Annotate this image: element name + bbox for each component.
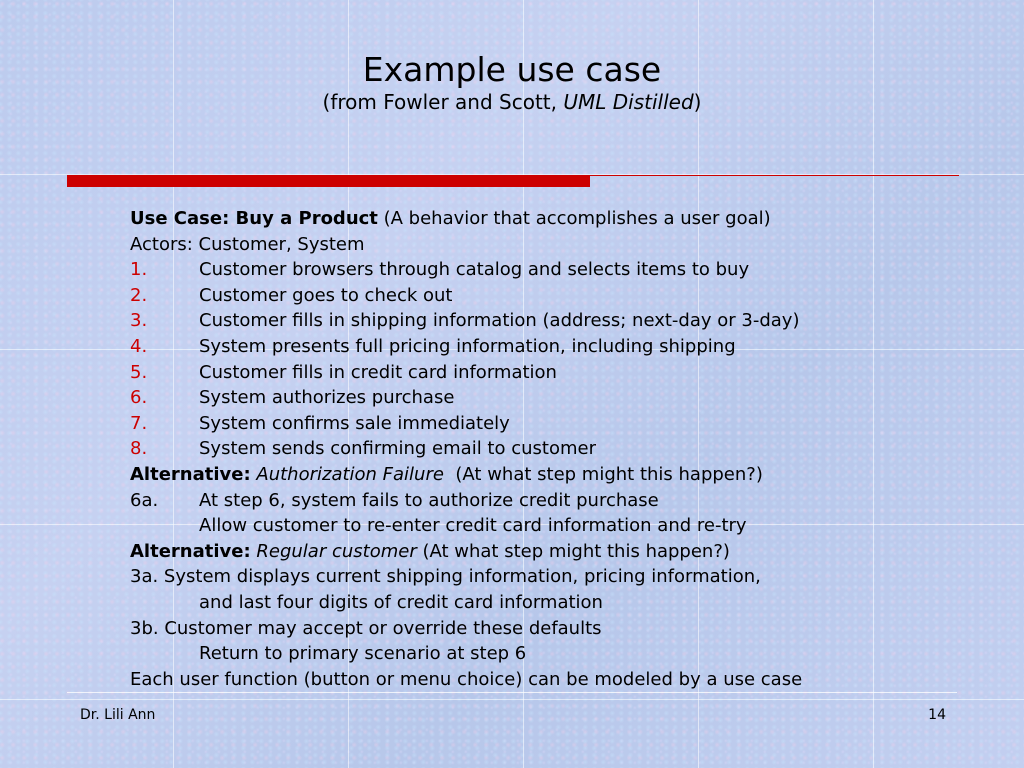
step-3 <box>130 308 990 334</box>
step-text: Customer fills in shipping information (address; next-day or 3-day) <box>199 310 800 332</box>
alternative-2-step-a: 3a. System displays current shipping information, pricing information, <box>130 566 761 588</box>
step-number: 1. <box>130 259 148 281</box>
actors-line: Actors: Customer, System <box>130 233 365 255</box>
step-number: 8. <box>130 438 148 460</box>
use-case-body <box>130 206 990 692</box>
step-number: 6. <box>130 387 148 409</box>
step-7 <box>130 411 990 437</box>
step-4 <box>130 334 990 360</box>
subtitle-suffix: ) <box>693 90 702 114</box>
subtitle-prefix: (from Fowler and Scott, <box>322 90 564 114</box>
slide-subtitle <box>0 90 1024 114</box>
step-6 <box>130 385 990 411</box>
step-number: 2. <box>130 284 148 306</box>
alternative-1-heading <box>130 462 990 488</box>
alternative-question: (At what step might this happen?) <box>443 463 763 485</box>
slide-title: Example use case <box>362 50 662 89</box>
step-number: 7. <box>130 412 148 434</box>
alternative-question: (At what step might this happen?) <box>416 540 730 562</box>
alt-step-number: 6a. <box>130 489 159 511</box>
alternative-2-heading <box>130 539 990 565</box>
footer-rule <box>67 692 957 693</box>
alternative-2-step-b: 3b. Customer may accept or override these defaults <box>130 617 602 639</box>
alternative-name: Regular customer <box>250 540 417 562</box>
alternative-2-step-a-continuation: and last four digits of credit card information <box>199 591 603 613</box>
closing-line: Each user function (button or menu choice) can be modeled by a use case <box>130 668 803 690</box>
step-text: Customer fills in credit card information <box>199 361 557 383</box>
step-number: 3. <box>130 310 148 332</box>
step-text: System confirms sale immediately <box>199 412 510 434</box>
alternative-label: Alternative: <box>130 540 251 562</box>
alternative-label: Alternative: <box>130 463 251 485</box>
title-rule-thin <box>590 175 959 176</box>
alt-step-text: At step 6, system fails to authorize credit purchase <box>199 489 659 511</box>
title-rule-thick <box>67 175 590 187</box>
use-case-heading <box>130 206 990 232</box>
step-5 <box>130 360 990 386</box>
alternative-1-step <box>130 488 990 514</box>
step-text: System sends confirming email to customer <box>199 438 596 460</box>
use-case-heading-bold: Use Case: Buy a Product <box>130 208 378 229</box>
step-text: Customer goes to check out <box>199 284 453 306</box>
step-text: System authorizes purchase <box>199 387 455 409</box>
step-text: System presents full pricing information, including shipping <box>199 335 736 357</box>
step-2 <box>130 283 990 309</box>
footer-page-number: 14 <box>928 707 946 723</box>
step-text: Customer browsers through catalog and selects items to buy <box>199 259 750 281</box>
footer-author: Dr. Lili Ann <box>80 707 156 723</box>
subtitle-book: UML Distilled <box>563 90 694 114</box>
step-number: 4. <box>130 335 148 357</box>
alternative-2-step-b-continuation: Return to primary scenario at step 6 <box>199 643 527 665</box>
alternative-1-step-continuation: Allow customer to re-enter credit card information and re-try <box>199 515 747 537</box>
step-number: 5. <box>130 361 148 383</box>
use-case-heading-rest: (A behavior that accomplishes a user goal) <box>377 208 771 229</box>
alternative-name: Authorization Failure <box>250 463 444 485</box>
step-8 <box>130 436 990 462</box>
step-1 <box>130 257 990 283</box>
